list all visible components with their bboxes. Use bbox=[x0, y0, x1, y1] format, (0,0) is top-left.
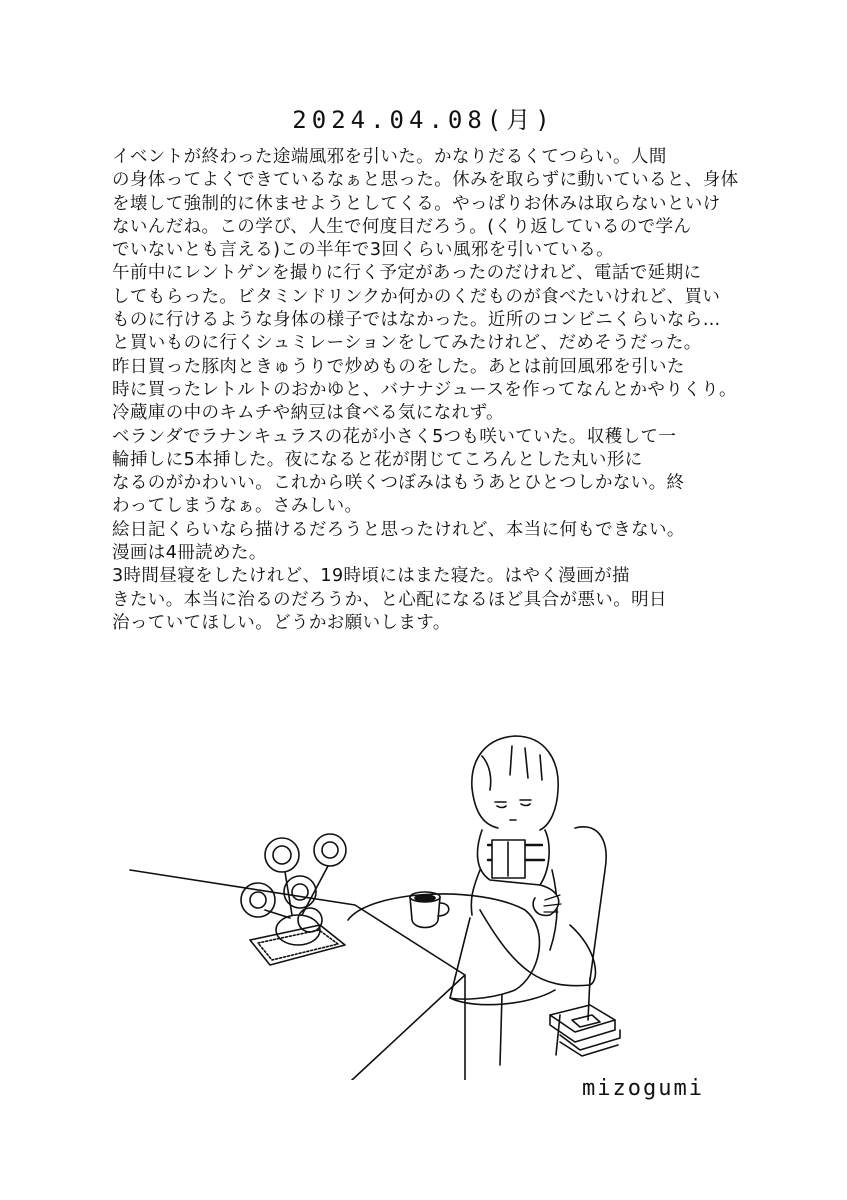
diary-line: ベランダでラナンキュラスの花が小さく5つも咲いていた。収穫して一 bbox=[112, 426, 677, 447]
diary-line: と買いものに行くシュミレーションをしてみたけれど、だめそうだった。 bbox=[112, 333, 702, 354]
diary-line: 3時間昼寝をしたけれど、19時頃にはまた寝た。はやく漫画が描 bbox=[112, 566, 630, 587]
coffee-cup-drawing bbox=[410, 892, 449, 928]
artist-signature: mizogumi bbox=[582, 1076, 704, 1101]
diary-date: 2024.04.08(月) bbox=[292, 106, 555, 134]
diary-body bbox=[112, 146, 742, 635]
diary-line: 午前中にレントゲンを撮りに行く予定があったのだけれど、電話で延期に bbox=[112, 263, 702, 284]
diary-line: なるのがかわいい。これから咲くつぼみはもうあとひとつしかない。終 bbox=[112, 473, 685, 494]
flower-vase-drawing bbox=[241, 834, 346, 965]
book-stack-drawing bbox=[550, 1005, 620, 1056]
diary-line: を壊して強制的に休ませようとしてくる。やっぱりお休みは取らないといけ bbox=[112, 193, 721, 214]
diary-line: わってしまうなぁ。さみしい。 bbox=[112, 496, 363, 517]
diary-line: 時に買ったレトルトのおかゆと、バナナジュースを作ってなんとかやりくり。 bbox=[112, 379, 737, 400]
girl-reading-illustration bbox=[120, 720, 740, 1080]
diary-line: 漫画は4冊読めた。 bbox=[112, 543, 267, 564]
diary-line: きたい。本当に治るのだろうか、と心配になるほど具合が悪い。明日 bbox=[112, 589, 667, 610]
diary-line: してもらった。ビタミンドリンクか何かのくだものが食べたいけれど、買い bbox=[112, 286, 721, 307]
table-drawing bbox=[130, 870, 465, 1080]
diary-line: イベントが終わった途端風邪を引いた。かなりだるくてつらい。人間 bbox=[112, 147, 667, 167]
diary-line: 絵日記くらいなら描けるだろうと思ったけれど、本当に何もできない。 bbox=[112, 519, 685, 540]
diary-line: 昨日買った豚肉ときゅうりで炒めものをした。あとは前回風邪を引いた bbox=[112, 356, 685, 377]
diary-line: 治っていてほしい。どうかお願いします。 bbox=[112, 612, 451, 633]
girl-drawing bbox=[450, 736, 595, 1005]
diary-line: の身体ってよくできているなぁと思った。休みを取らずに動いていると、身体 bbox=[112, 170, 739, 191]
diary-line: 輪挿しに5本挿した。夜になると花が閉じてころんとした丸い形に bbox=[112, 449, 643, 470]
diary-line: 冷蔵庫の中のキムチや納豆は食べる気になれず。 bbox=[112, 403, 504, 424]
diary-line: ないんだね。この学び、人生で何度目だろう。(くり返しているので学ん bbox=[112, 216, 692, 237]
diary-line: ものに行けるような身体の様子ではなかった。近所のコンビニくらいなら… bbox=[112, 310, 721, 331]
diary-line: でいないとも言える)この半年で3回くらい風邪を引いている。 bbox=[112, 240, 615, 261]
